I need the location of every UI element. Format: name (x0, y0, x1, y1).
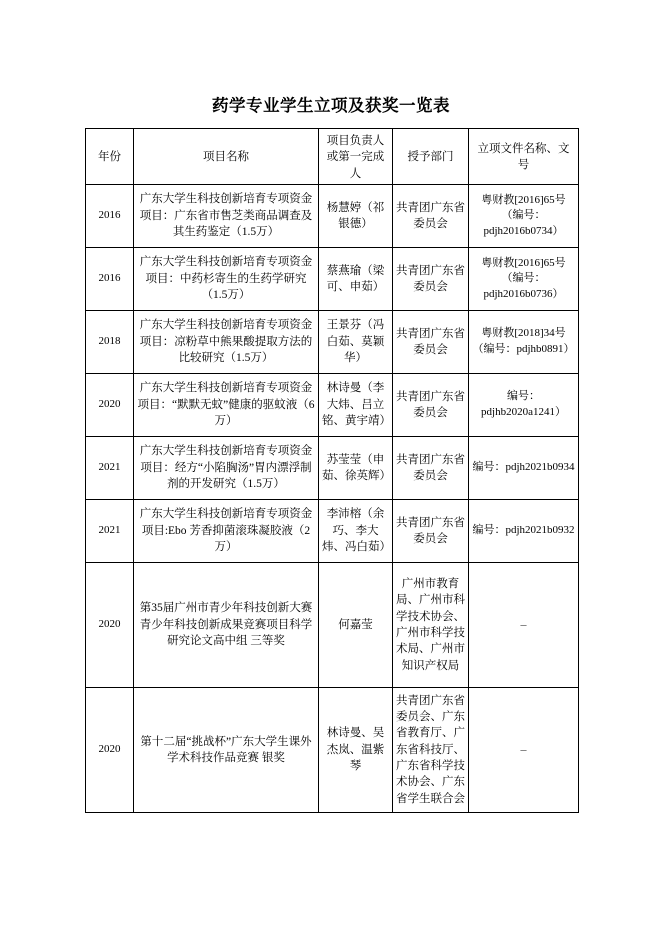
award-table (85, 128, 579, 813)
table-body (86, 184, 579, 812)
cell-department: 共青团广东省委员会 (393, 499, 469, 562)
cell-year: 2016 (86, 247, 134, 310)
cell-leader: 杨慧婷（祁银德） (319, 184, 393, 247)
table-row (86, 373, 579, 436)
cell-document: – (469, 562, 579, 687)
cell-department: 共青团广东省委员会 (393, 436, 469, 499)
table-header (86, 129, 579, 185)
cell-department: 广州市教育局、广州市科学技术协会、广州市科学技术局、广州市知识产权局 (393, 562, 469, 687)
cell-leader: 何嘉莹 (319, 562, 393, 687)
cell-document: 编号：pdjhb2020a1241） (469, 373, 579, 436)
cell-year: 2016 (86, 184, 134, 247)
cell-year: 2021 (86, 436, 134, 499)
table-row (86, 310, 579, 373)
table-row (86, 687, 579, 812)
cell-project: 广东大学生科技创新培育专项资金项目：经方“小陷胸汤”胃内漂浮制剂的开发研究（1.5万） (134, 436, 319, 499)
cell-project: 广东大学生科技创新培育专项资金项目：“默默无蚊”健康的驱蚊液（6万） (134, 373, 319, 436)
cell-department: 共青团广东省委员会、广东省教育厅、广东省科技厅、广东省科学技术协会、广东省学生联合会 (393, 687, 469, 812)
cell-project: 广东大学生科技创新培育专项资金项目：广东省市售芝类商品调查及其生药鉴定（1.5万） (134, 184, 319, 247)
cell-leader: 王景芬（冯白茹、莫颖华） (319, 310, 393, 373)
column-header-year: 年份 (86, 129, 134, 185)
cell-project: 广东大学生科技创新培育专项资金项目：中药杉寄生的生药学研究（1.5万） (134, 247, 319, 310)
cell-year: 2020 (86, 562, 134, 687)
cell-department: 共青团广东省委员会 (393, 373, 469, 436)
table-row (86, 562, 579, 687)
cell-department: 共青团广东省委员会 (393, 184, 469, 247)
cell-project: 第35届广州市青少年科技创新大赛青少年科技创新成果竞赛项目科学研究论文高中组 三等奖 (134, 562, 319, 687)
cell-project: 第十二届“挑战杯”广东大学生课外学术科技作品竞赛 银奖 (134, 687, 319, 812)
column-header-project: 项目名称 (134, 129, 319, 185)
cell-project: 广东大学生科技创新培育专项资金项目：凉粉草中熊果酸提取方法的比较研究（1.5万） (134, 310, 319, 373)
cell-department: 共青团广东省委员会 (393, 310, 469, 373)
column-header-department: 授予部门 (393, 129, 469, 185)
cell-document: 粤财教[2018]34号（编号：pdjhb0891） (469, 310, 579, 373)
table-row (86, 247, 579, 310)
cell-year: 2021 (86, 499, 134, 562)
cell-document: – (469, 687, 579, 812)
cell-document: 编号：pdjh2021b0932 (469, 499, 579, 562)
cell-leader: 蔡燕瑜（梁可、申茹） (319, 247, 393, 310)
cell-year: 2020 (86, 373, 134, 436)
award-table-container (85, 128, 578, 813)
cell-leader: 林诗曼、吴杰岚、温紫琴 (319, 687, 393, 812)
cell-document: 粤财教[2016]65号（编号：pdjh2016b0734） (469, 184, 579, 247)
page-title: 药学专业学生立项及获奖一览表 (212, 96, 450, 115)
cell-year: 2020 (86, 687, 134, 812)
table-row (86, 184, 579, 247)
cell-leader: 林诗曼（李大炜、吕立铭、黄宇靖） (319, 373, 393, 436)
table-row (86, 436, 579, 499)
cell-project: 广东大学生科技创新培育专项资金项目:Ebo 芳香抑菌滚珠凝胶液（2万） (134, 499, 319, 562)
cell-leader: 李沛榕（余巧、李大炜、冯白茹） (319, 499, 393, 562)
column-header-leader: 项目负责人或第一完成人 (319, 129, 393, 185)
table-header-row (86, 129, 579, 185)
cell-document: 粤财教[2016]65号（编号：pdjh2016b0736） (469, 247, 579, 310)
cell-document: 编号：pdjh2021b0934 (469, 436, 579, 499)
column-header-document: 立项文件名称、文号 (469, 129, 579, 185)
cell-department: 共青团广东省委员会 (393, 247, 469, 310)
table-row (86, 499, 579, 562)
cell-leader: 苏莹莹（申茹、徐英辉） (319, 436, 393, 499)
cell-year: 2018 (86, 310, 134, 373)
